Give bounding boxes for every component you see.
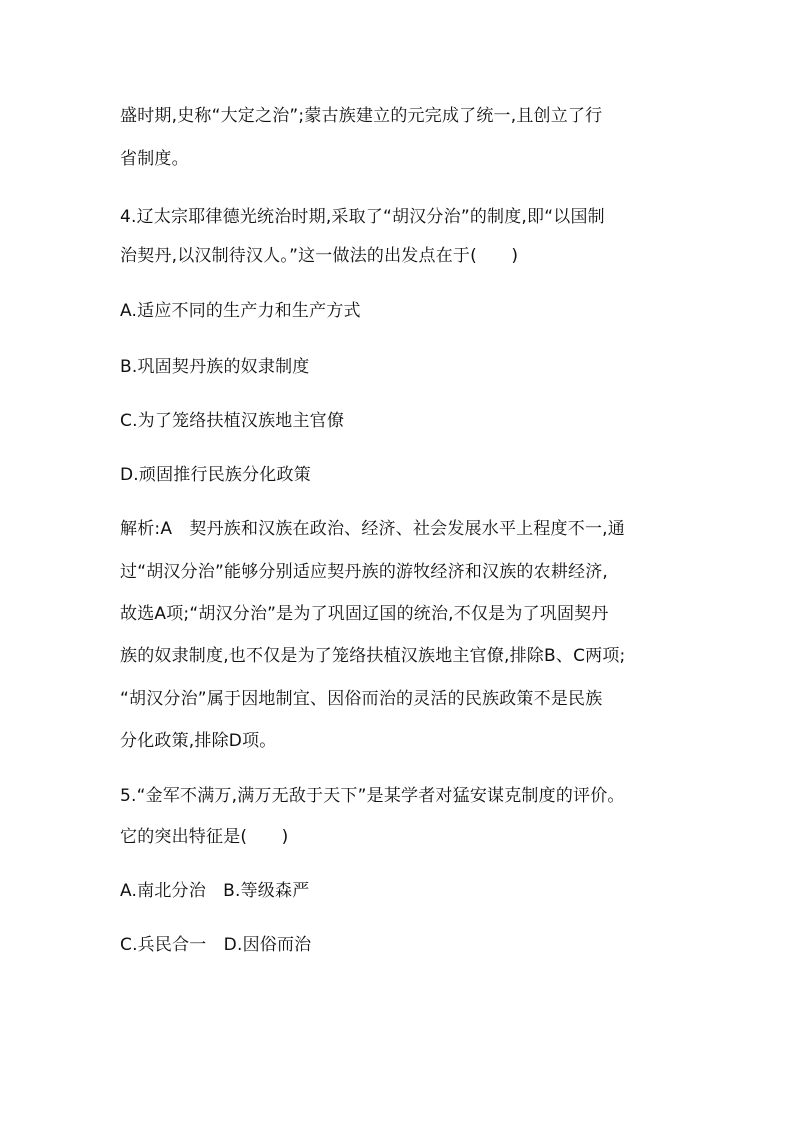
question-4-stem-line-1: 4.辽太宗耶律德光统治时期,采取了“胡汉分治”的制度,即“以国制	[120, 207, 605, 227]
question-5-options-row-1: A.南北分治 B.等级森严	[120, 881, 310, 901]
question-4-option-b: B.巩固契丹族的奴隶制度	[120, 357, 310, 377]
question-4-analysis-line-1: 解析:A 契丹族和汉族在政治、经济、社会发展水平上程度不一,通	[120, 519, 625, 539]
intro-line-1: 盛时期,史称“大定之治”;蒙古族建立的元完成了统一,且创立了行	[120, 106, 603, 126]
question-4-analysis-line-4: 族的奴隶制度,也不仅是为了笼络扶植汉族地主官僚,排除B、C两项;	[120, 646, 626, 666]
question-4-analysis-line-3: 故选A项;“胡汉分治”是为了巩固辽国的统治,不仅是为了巩固契丹	[120, 604, 609, 624]
question-4-analysis-line-6: 分化政策,排除D项。	[120, 731, 277, 751]
question-4-option-a: A.适应不同的生产力和生产方式	[120, 301, 361, 321]
question-5-stem-line-2: 它的突出特征是( )	[120, 827, 289, 847]
question-5-options-row-2: C.兵民合一 D.因俗而治	[120, 935, 312, 955]
question-5-stem-line-1: 5.“金军不满万,满万无敌于天下”是某学者对猛安谋克制度的评价。	[120, 786, 625, 806]
question-4-analysis-line-2: 过“胡汉分治”能够分别适应契丹族的游牧经济和汉族的农耕经济,	[120, 562, 609, 582]
intro-line-2: 省制度。	[120, 149, 189, 169]
question-4-analysis-line-5: “胡汉分治”属于因地制宜、因俗而治的灵活的民族政策不是民族	[120, 689, 603, 709]
question-4-option-d: D.顽固推行民族分化政策	[120, 465, 311, 485]
question-4-option-c: C.为了笼络扶植汉族地主官僚	[120, 411, 345, 431]
question-4-stem-line-2: 治契丹,以汉制待汉人。”这一做法的出发点在于( )	[120, 246, 519, 266]
